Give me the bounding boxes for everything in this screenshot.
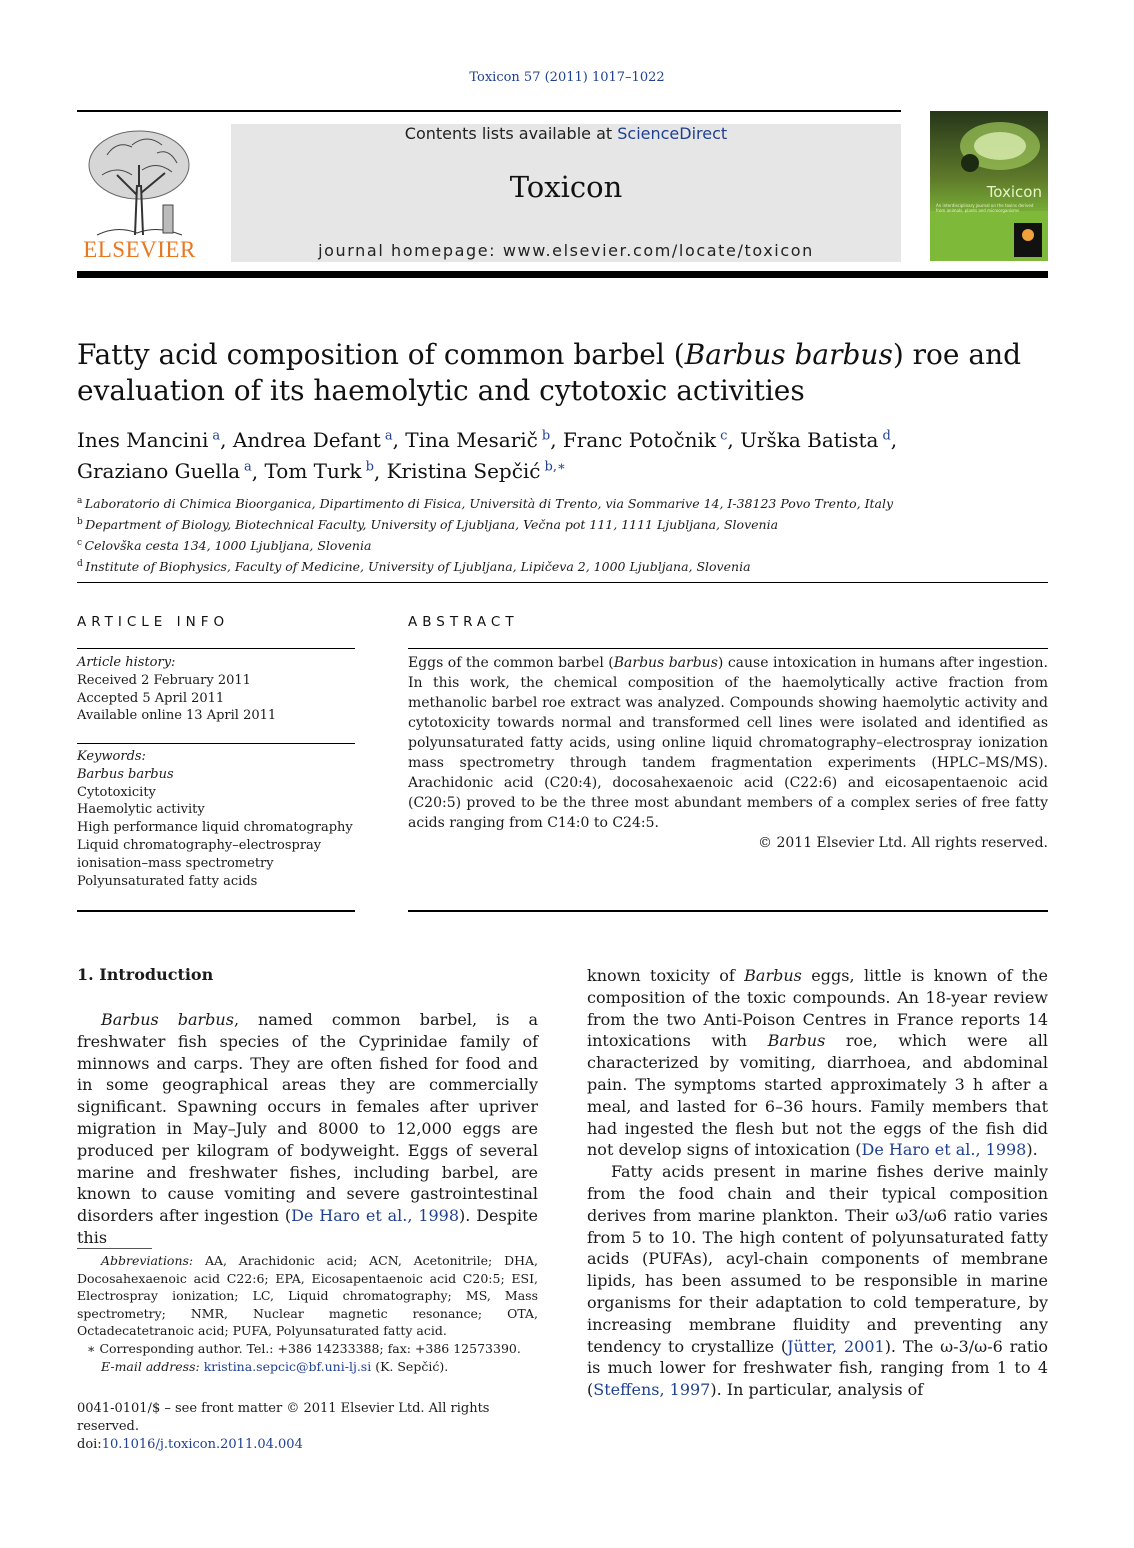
contents-prefix: Contents lists available at	[404, 124, 618, 143]
header-rule	[77, 110, 901, 112]
keyword: Polyunsaturated fatty acids	[77, 873, 258, 889]
footnotes	[77, 1252, 538, 1375]
sciencedirect-link[interactable]: ScienceDirect	[617, 124, 728, 143]
online-date: Available online 13 April 2011	[77, 708, 277, 724]
abbreviations-footnote: Abbreviations: AA, Arachidonic acid; ACN, Acetonitrile; DHA, Docosahexaenoic acid C22:6; EPA, Eicosapentaenoic acid C20:5; ESI, Electrospray ionization; LC, Liquid chromatography; MS, Mass spectrometry; NMR, Nuclear magnetic resonance; OTA, Octadecatetranoic acid; PUFA, Polyunsaturated fatty acid.	[77, 1253, 538, 1339]
affiliations	[77, 492, 1048, 577]
history-label: Article history:	[77, 655, 176, 670]
article-title	[77, 337, 1048, 409]
article-info-heading: ARTICLE INFO	[77, 614, 230, 630]
abstract-heading: ABSTRACT	[408, 614, 519, 630]
intro-column-left	[77, 1009, 538, 1249]
reference-link[interactable]: De Haro et al., 1998	[291, 1206, 460, 1226]
footnote-rule	[77, 1248, 152, 1249]
article-history	[77, 654, 355, 725]
reference-link[interactable]: De Haro et al., 1998	[861, 1140, 1027, 1160]
front-matter-text: 0041-0101/$ – see front matter © 2011 Elsevier Ltd. All rights reserved.	[77, 1401, 490, 1434]
keyword: High performance liquid chromatography	[77, 820, 353, 836]
affiliation-a: $^a$ Laboratorio di Chimica Bioorganica, Dipartimento di Fisica, Università di Trento, via Sommarive 14, I-38123 Povo Trento, Italy	[77, 496, 894, 512]
introduction-heading: 1. Introduction	[77, 965, 214, 984]
author-list: Ines Mancini $^a$, Andrea Defant $^a$, Tina Mesarič $^b$, Franc Potočnik $^c$, Urška Batista $^d$, Graziano Guella $^a$, Tom Turk $^b$, Kristina Sepčić $^{b,∗}$	[77, 427, 898, 484]
title-part: ) roe and evaluation of its haemolytic and cytotoxic activities	[77, 338, 1022, 407]
author[interactable]: Andrea Defant $^a$	[232, 427, 393, 452]
abstract-rule	[408, 648, 1048, 649]
intro-paragraph: known toxicity of Barbus eggs, little is known of the composition of the toxic compounds. An 18-year review from the two Anti-Poison Centres in France reports 14 intoxications with Barbus roe, which were all characterized by vomiting, diarrhoea, and abdominal pain. The symptoms started approximately 3 h after a meal, and lasted for 6–36 hours. Family members that had ingested the flesh but not the eggs of the fish did not develop signs of intoxication (De Haro et al., 1998).	[587, 966, 1048, 1160]
author[interactable]: Kristina Sepčić $^{b,∗}$	[386, 459, 566, 484]
tree-icon	[77, 125, 202, 237]
affiliation-d: $^d$ Institute of Biophysics, Faculty of Medicine, University of Ljubljana, Lipičeva 2, 1000 Ljubljana, Slovenia	[77, 559, 751, 575]
journal-banner	[231, 124, 901, 262]
intro-paragraph: Fatty acids present in marine fishes derive mainly from the food chain and their typical composition derives from marine plankton. Their ω3/ω6 ratio varies from 5 to 10. The high content of polyunsaturated fatty acids (PUFAs), acyl-chain components of membrane lipids, has been assumed to be responsible in marine organisms for their adaptation to cold temperature, by increasing membrane fluidity and preventing any tendency to crystallize (Jütter, 2001). The ω-3/ω-6 ratio is much lower for freshwater fish, ranging from 1 to 4 (Steffens, 1997). In particular, analysis of	[587, 1162, 1049, 1400]
doi-line: doi:10.1016/j.toxicon.2011.04.004	[77, 1437, 303, 1452]
corresponding-author-footnote: ∗ Corresponding author. Tel.: +386 14233388; fax: +386 12573390.	[87, 1340, 521, 1356]
intro-paragraph: Barbus barbus, named common barbel, is a freshwater fish species of the Cyprinidae family of minnows and carps. They are often fished for food and in some geographical areas they are commercially significant. Spawning occurs in females after upriver migration in May–July and 8000 to 12,000 eggs are produced per kilogram of bodyweight. Eggs of several marine and freshwater fishes, including barbel, are known to cause vomiting and severe gastrointestinal disorders after ingestion (De Haro et al., 1998). Despite this	[77, 1010, 539, 1247]
article-info-rule	[77, 648, 355, 649]
section-rule	[77, 582, 1048, 583]
abstract-bottom-rule	[408, 910, 1048, 912]
author[interactable]: Tom Turk $^b$	[264, 459, 374, 484]
author[interactable]: Urška Batista $^d$	[740, 427, 891, 452]
keyword: ionisation–mass spectrometry	[77, 855, 274, 871]
title-part: Fatty acid composition of common barbel (	[77, 338, 685, 371]
author[interactable]: Graziano Guella $^a$	[77, 459, 252, 484]
email-link[interactable]: kristina.sepcic@bf.uni-lj.si	[203, 1358, 372, 1374]
elsevier-logo	[77, 125, 202, 263]
received-date: Received 2 February 2011	[77, 672, 251, 688]
cover-title: Toxicon	[986, 183, 1042, 201]
reference-link[interactable]: Jütter, 2001	[787, 1336, 885, 1356]
email-footnote: E-mail address: kristina.sepcic@bf.uni-lj.si (K. Sepčić).	[101, 1358, 449, 1374]
journal-homepage[interactable]: journal homepage: www.elsevier.com/locate/toxicon	[318, 241, 814, 260]
affiliation-b: $^b$ Department of Biology, Biotechnical Faculty, University of Ljubljana, Večna pot 111, 1111 Ljubljana, Slovenia	[77, 517, 779, 533]
accepted-date: Accepted 5 April 2011	[77, 690, 225, 706]
journal-cover-image	[930, 111, 1048, 261]
author[interactable]: Franc Potočnik $^c$	[562, 427, 728, 452]
header-thick-rule	[77, 271, 1048, 278]
reference-link[interactable]: Steffens, 1997	[593, 1380, 711, 1400]
author[interactable]: Tina Mesarič $^b$	[405, 427, 551, 452]
keywords-label: Keywords:	[77, 749, 146, 764]
abstract-text: Eggs of the common barbel (Barbus barbus) cause intoxication in humans after ingestion. In this work, the chemical composition of the haemolytically active fraction from methanolic barbel roe extract was analyzed. Compounds showing haemolytic activity and cytotoxicity towards normal and transformed cell lines were isolated and identified as polyunsaturated fatty acids, using online liquid chromatography–electrospray ionization mass spectrometry through tandem fragmentation experiments (HPLC–MS/MS). Arachidonic acid (C20:4), docosahexaenoic acid (C22:6) and eicosapentaenoic acid (C20:5) proved to be the three most abundant members of a complex series of free fatty acids ranging from C14:0 to C24:5.	[408, 655, 1048, 831]
affiliation-c: $^c$ Celovška cesta 134, 1000 Ljubljana, Slovenia	[77, 538, 372, 554]
keyword: Haemolytic activity	[77, 802, 205, 818]
keywords	[77, 748, 355, 890]
keywords-rule	[77, 743, 355, 744]
elsevier-wordmark: ELSEVIER	[83, 237, 196, 262]
article-info-bottom-rule	[77, 910, 355, 912]
cover-subtitle: An interdisciplinary journal on the toxins derived from animals, plants and microorganisms	[936, 203, 1034, 213]
contents-line	[231, 124, 901, 143]
journal-name: Toxicon	[509, 170, 623, 204]
title-species: Barbus barbus	[684, 338, 893, 371]
doi-link[interactable]: 10.1016/j.toxicon.2011.04.004	[101, 1437, 303, 1452]
abstract-copyright: © 2011 Elsevier Ltd. All rights reserved.	[758, 835, 1048, 851]
intro-column-right	[587, 965, 1048, 1401]
keyword: Liquid chromatography–electrospray	[77, 837, 322, 853]
journal-citation[interactable]: Toxicon 57 (2011) 1017–1022	[469, 70, 665, 85]
keyword: Barbus barbus	[77, 766, 174, 782]
author[interactable]: Ines Mancini $^a$	[77, 427, 221, 452]
keyword: Cytotoxicity	[77, 784, 156, 800]
front-matter	[77, 1400, 538, 1454]
